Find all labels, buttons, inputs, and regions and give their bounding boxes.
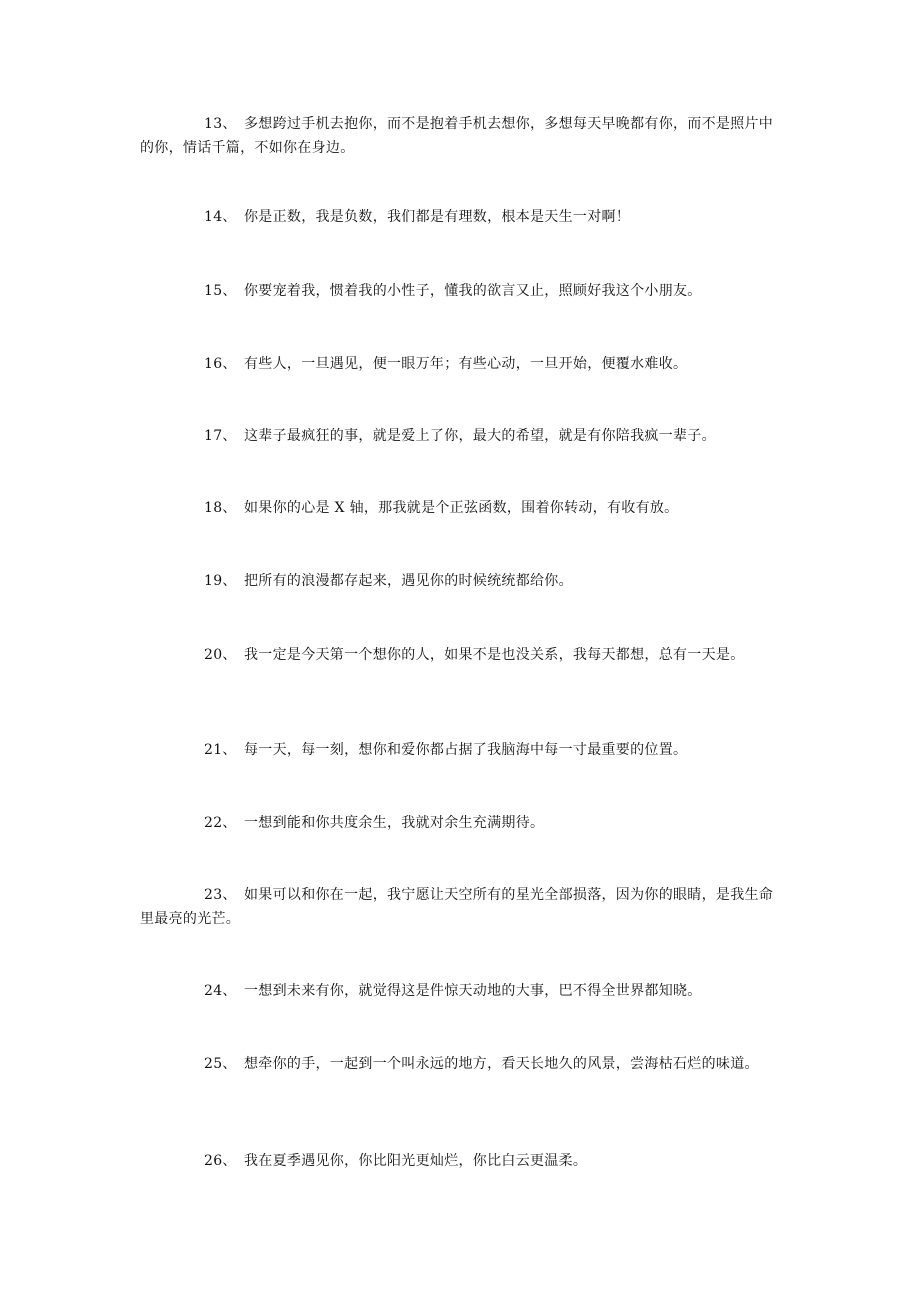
- item-text: 如果你的心是 X 轴，那我就是个正弦函数，围着你转动，有收有放。: [244, 500, 679, 516]
- item-text: 把所有的浪漫都存起来，遇见你的时候统统都给你。: [244, 573, 573, 589]
- item-number: 17、: [204, 428, 237, 444]
- list-item: [140, 738, 785, 762]
- list-item: [140, 424, 785, 448]
- item-text: 如果可以和你在一起，我宁愿让天空所有的星光全部损落，因为你的眼睛，是我生命里最亮的光芒。: [140, 887, 774, 927]
- list-item: [140, 205, 785, 229]
- item-text: 一想到未来有你，就觉得这是件惊天动地的大事，巴不得全世界都知晓。: [244, 983, 702, 999]
- item-text: 每一天，每一刻，想你和爱你都占据了我脑海中每一寸最重要的位置。: [244, 742, 688, 758]
- list-item: [140, 279, 785, 303]
- item-number: 18、: [204, 500, 237, 516]
- item-number: 25、: [204, 1056, 237, 1072]
- list-item: [140, 352, 785, 376]
- item-text: 多想跨过手机去抱你，而不是抱着手机去想你，多想每天早晚都有你，而不是照片中的你，情话千篇，不如你在身边。: [140, 116, 774, 156]
- item-number: 26、: [204, 1153, 237, 1169]
- item-number: 20、: [204, 647, 237, 663]
- item-number: 23、: [204, 887, 237, 903]
- item-text: 你是正数，我是负数，我们都是有理数，根本是天生一对啊！: [244, 209, 631, 225]
- list-item: [140, 1149, 785, 1173]
- item-number: 24、: [204, 983, 237, 999]
- item-number: 15、: [204, 283, 237, 299]
- item-text: 我在夏季遇见你，你比阳光更灿烂，你比白云更温柔。: [244, 1153, 588, 1169]
- item-number: 13、: [204, 116, 237, 132]
- list-item: [140, 643, 785, 667]
- item-text: 想牵你的手，一起到一个叫永远的地方，看天长地久的风景，尝海枯石烂的味道。: [244, 1056, 759, 1072]
- list-item: [140, 112, 785, 160]
- item-text: 我一定是今天第一个想你的人，如果不是也没关系，我每天都想，总有一天是。: [244, 647, 745, 663]
- list-item: [140, 496, 785, 520]
- item-text: 一想到能和你共度余生，我就对余生充满期待。: [244, 815, 545, 831]
- list-item: [140, 569, 785, 593]
- item-number: 19、: [204, 573, 237, 589]
- item-number: 22、: [204, 815, 237, 831]
- list-item: [140, 1052, 785, 1076]
- item-number: 21、: [204, 742, 237, 758]
- item-text: 有些人，一旦遇见，便一眼万年；有些心动，一旦开始，便覆水难收。: [244, 356, 688, 372]
- item-number: 14、: [204, 209, 237, 225]
- item-text: 这辈子最疯狂的事，就是爱上了你，最大的希望，就是有你陪我疯一辈子。: [244, 428, 716, 444]
- item-number: 16、: [204, 356, 237, 372]
- list-item: [140, 811, 785, 835]
- list-item: [140, 883, 785, 931]
- item-text: 你要宠着我，惯着我的小性子，懂我的欲言又止，照顾好我这个小朋友。: [244, 283, 702, 299]
- list-item: [140, 979, 785, 1003]
